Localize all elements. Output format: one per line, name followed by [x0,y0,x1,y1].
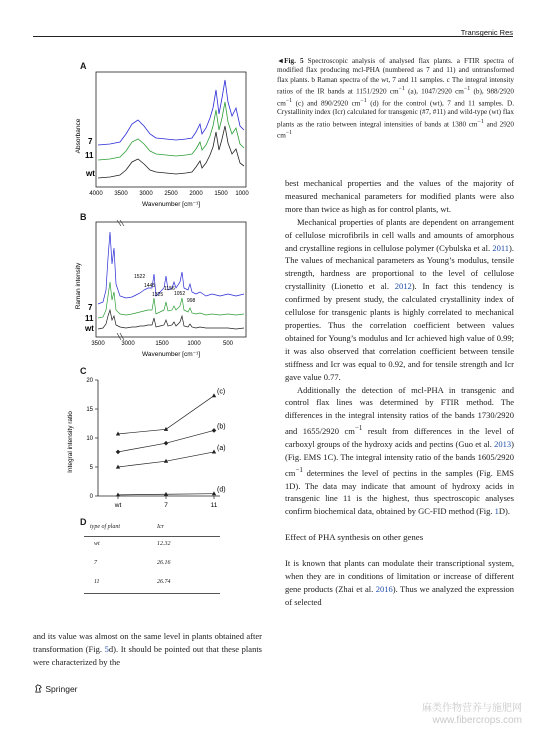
panel-b-frame [96,222,246,337]
panel-d-header-plant: type of plant [90,524,120,530]
panel-a-ylabel: Absorbance [75,118,82,154]
figure-link[interactable]: 1 [494,506,499,517]
panel-d-bottom-rule [84,593,220,594]
panel-b-trace-7 [98,232,244,304]
paragraph-text: and its value was almost on the same level in plants obtained after transformation (Fig. [33,631,262,654]
panel-c-point [212,393,216,397]
panel-b-tick-2: 1500 [155,341,169,347]
panel-c-series-label: (b) [217,423,226,431]
panel-d-cell: 7 [94,560,97,566]
panel-a-tick-4: 2000 [189,191,203,197]
right-column [285,177,514,609]
caption-text: Spectroscopic analysis of analysed flax plants. a FTIR spectra of modified flax producing mcl-PHA (numbered as 7 and 11) and untransformed flax plants. b Raman spectra of the wt, 7 and 11 samples. c The integral intensity ratios of the IR bands at 1151/2920 cm [277,57,514,96]
panel-a-tick-2: 3000 [139,191,153,197]
left-column [33,630,262,669]
panel-a-xlabel: Wavenumber [cm⁻¹] [141,201,201,208]
caption-sup: −1 [398,85,405,92]
paragraph-4 [285,557,514,609]
panel-a-trace-7 [98,80,244,145]
panel-d-cell: 26.74 [157,579,171,585]
citation-link[interactable]: 2011 [492,242,510,253]
table-row [90,579,220,589]
citation-link[interactable]: 2012 [394,281,412,292]
paragraph-text: ). In fact this tendency is confirmed by present study, the calculated crystallinity index of cellulose for transgenic plants is highly correlated to mechanical properties. Thus the correlation coefficient between values obtained for Young’s modulus and Icr achieved high value of 0.99; it was also observed that correlation coefficient between tensile stiffness and Icr was equal to 0.92, and for tensile strength and Icr gave value 0.77. [285,281,514,382]
caption-sup: −1 [285,97,293,104]
citation-link[interactable]: 2016 [375,583,393,594]
panel-a-tick-6: 1000 [235,191,249,197]
panel-b-label-11: 11 [85,314,94,323]
panel-c-category-label: wt [114,502,122,509]
panel-c-letter: C [80,366,87,376]
panel-c-point [212,450,216,454]
panel-c-ytick-label: 10 [86,436,93,442]
panel-d-cell: 26.16 [157,560,171,566]
caption-text: (c) and 890/2920 cm [292,98,361,107]
panel-d-cell: wt [94,541,100,547]
panel-b-peak-3: 1156 [164,286,175,292]
panel-c-point [212,491,216,495]
panel-a-label-wt: wt [86,169,95,178]
panel-b-tick-1: 3000 [121,341,135,347]
panel-b-tick-3: 1000 [187,341,201,347]
header-rule [33,36,513,37]
watermark [422,703,522,727]
caption-sup: −1 [463,85,471,92]
panel-b-xlabel: Wavenumber [cm⁻¹] [141,351,201,358]
paragraph-3 [285,384,514,519]
paragraph-2 [285,216,514,384]
caption-sup: −1 [360,97,367,104]
paragraph-text: d). It should be pointed out that these plants were characterized by the [33,643,262,667]
paragraph-text: Mechanical properties of plants are dependent on arrangement of cellulose microfibrils in cell walls and amounts of amorphous and crystalline regions in cellulose polymer (Cybulska et al. [285,216,514,253]
paragraph-text: result from differences in the level of carboxyl groups of the hydroxy acids and pectins (Guo et al. [285,426,514,449]
panel-d-header-rule [84,536,220,537]
panel-c-point [212,428,217,433]
panel-c-ratio-chart [62,372,242,520]
paragraph-text: ) (Fig. EMS 1C). The integral intensity ratio of the bands 1605/2920 cm [285,438,514,478]
panel-b-trace-wt [98,310,244,329]
panel-c-series-label: (d) [217,486,226,494]
caption-label: ◄Fig. 5 [277,57,304,65]
panel-b-peak-0: 1522 [134,274,146,280]
panel-a-tick-3: 2500 [164,191,178,197]
panel-b-raman-plot [70,218,250,360]
paragraph-1: best mechanical properties and the values of the majority of measured mechanical parameters for modified plants were also more than twice as high as for control plants, wt. [285,178,514,214]
panel-c-point [116,492,120,496]
running-head: Transgenic Res [460,28,513,37]
panel-c-point [116,450,121,455]
panel-b-ylabel: Raman intensity [75,262,82,310]
caption-text: and 2920 cm [277,119,514,140]
left-paragraph [33,630,262,669]
caption-text: (b), 988/2920 cm [277,87,515,107]
panel-c-point [164,492,168,496]
superscript: −1 [295,465,303,474]
paragraph-text: D). [498,506,510,517]
panel-d-header-row [90,524,220,534]
panel-b-label-wt: wt [85,324,94,333]
panel-b-letter: B [80,212,87,222]
panel-d-header-icr: Icr [157,524,164,530]
panel-a-letter: A [80,61,87,71]
panel-b-peak-4: 1052 [174,291,186,297]
panel-c-category-label: 11 [210,502,218,509]
panel-a-tick-0: 4000 [89,191,103,197]
panel-d-cell: 12.32 [157,541,171,547]
superscript: −1 [354,424,363,433]
panel-c-ytick-label: 15 [86,407,93,413]
caption-text: (d) for the control (wt), 7 and 11 samples. D. Crystallinity index (Icr) calculated for transgenic (#7, #11) and wild-type (wt) flax plants as the ratio between integral intensities of bands at 1380 cm [277,98,514,128]
figure-caption [277,57,514,141]
caption-sup: −1 [285,130,293,137]
panel-b-tick-0: 3500 [91,341,105,347]
panel-a-tick-1: 3500 [114,191,128,197]
panel-c-ytick-label: 5 [89,465,93,471]
panel-c-ytick-label: 0 [89,494,93,500]
watermark-line-2: www.fibercrops.com [432,715,522,726]
paragraph-text: ). The values of mechanical parameters as Young’s modulus, tensile strength, hardness are proportional to the level of cellulose crystallinity (Lionetto et al. [285,242,514,292]
panel-c-series-label: (c) [217,388,226,396]
paragraph-text: Additionally the detection of mcl-PHA in transgenic and control flax lines was determined by FTIR method. The differences in the integral intensity ratios of the bands 1730/2920 and 1655/2920 cm [285,384,514,437]
panel-c-point [164,427,168,431]
panel-b-tick-4: 500 [222,341,234,347]
panel-b-peak-1: 1445 [144,283,156,289]
panel-a-tick-5: 1500 [214,191,228,197]
figure-link[interactable]: 5 [104,643,109,654]
panel-d-letter: D [80,517,87,527]
paragraph-text: ). Thus we analyzed the expression of selected [285,583,514,607]
panel-b-label-7: 7 [88,303,93,312]
publisher-logo [34,684,78,694]
panel-a-ftir-plot [70,68,250,213]
table-row [90,541,220,551]
panel-a-label-11: 11 [85,151,94,160]
caption-sup: −1 [477,118,484,125]
springer-horse-icon [34,684,43,693]
panel-c-series-label: (a) [217,444,226,452]
panel-c-ytick-label: 20 [86,378,93,384]
watermark-line-1: 麻类作物营养与施肥网 [422,703,522,714]
panel-b-peak-2: 1325 [152,292,164,298]
table-row [90,560,220,570]
paragraph-text: determines the level of pectins in the samples (Fig. EMS 1D). The data may indicate that amount of hydroxy acids in transgenic line 11 is the highest, thus spectroscopic analyses confirm biochemical data, obtained by GC-FID method (Fig. [285,467,514,517]
panel-a-trace-11 [98,102,244,160]
panel-c-point [164,441,169,446]
panel-a-trace-wt [98,126,244,178]
section-title: Effect of PHA synthesis on other genes [285,532,424,543]
panel-b-peak-5: 998 [187,298,196,304]
panel-c-ylabel: Integral intensity ratio [67,411,74,473]
caption-text: (a), 1047/2920 cm [404,87,464,96]
panel-a-label-7: 7 [88,137,93,146]
paragraph-text: It is known that plants can modulate their transcriptional system, when they are in conditions of limitation or increase of different gene products (Zhai et al. [285,558,514,594]
panel-c-category-label: 7 [164,502,168,509]
citation-link[interactable]: 2013 [494,438,512,449]
panel-d-cell: 11 [94,579,100,585]
publisher-name: Springer [45,684,78,694]
